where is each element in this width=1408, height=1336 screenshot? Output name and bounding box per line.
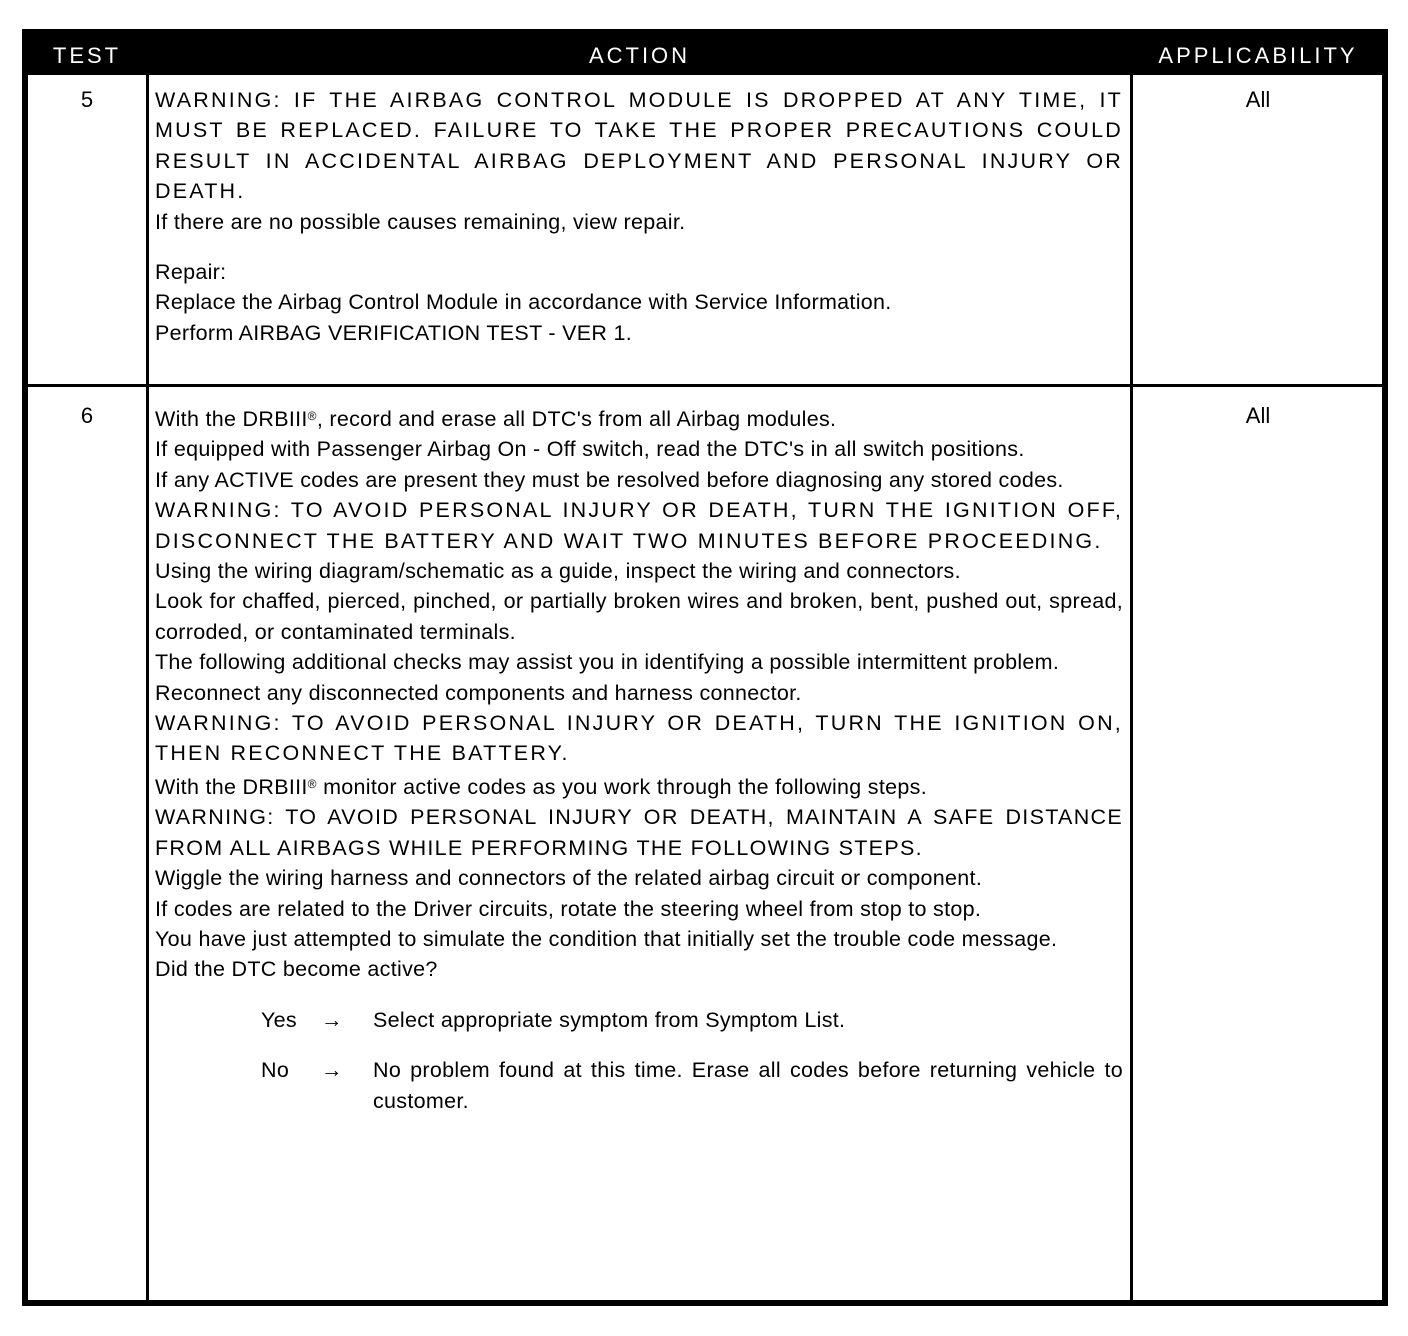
no-label: No: [261, 1058, 290, 1083]
row-5-applicability: All: [1245, 87, 1271, 112]
header-applicability: APPLICABILITY: [1158, 43, 1358, 68]
repair-label: Repair:: [155, 260, 227, 285]
row-6-applicability: All: [1245, 403, 1271, 428]
table-header: [28, 35, 1382, 75]
arrow-right-icon: →: [321, 1007, 343, 1032]
row-5-action: [155, 85, 1123, 348]
row-6-test-number: 6: [80, 403, 94, 428]
header-test: TEST: [52, 43, 122, 68]
header-action: ACTION: [588, 43, 691, 68]
repair-step-1: Replace the Airbag Control Module in accordance with Service Information.: [155, 290, 892, 315]
answer-yes: [155, 1005, 1123, 1035]
line-8-end: monitor active codes as you work through the following steps.: [316, 774, 927, 799]
row-6-line-9: Wiggle the wiring harness and connectors of the related airbag circuit or component.: [155, 866, 983, 891]
row-6-line-1: [155, 401, 1123, 434]
line-1-end: , record and erase all DTC's from all Airbag modules.: [316, 407, 837, 431]
row-divider: [28, 384, 1382, 387]
no-result: No problem found at this time. Erase all codes before returning vehicle to customer.: [373, 1058, 1123, 1113]
line-1-start: With the DRBIII: [155, 407, 308, 431]
answer-no: [155, 1055, 1123, 1116]
row-6-line-2: If equipped with Passenger Airbag On - Off switch, read the DTC's in all switch positions.: [155, 437, 1025, 462]
arrow-right-icon: →: [321, 1058, 343, 1083]
yes-label: Yes: [261, 1007, 297, 1032]
row-6-line-10: If codes are related to the Driver circuits, rotate the steering wheel from stop to stop.: [155, 896, 982, 921]
registered-mark: ®: [307, 409, 317, 423]
column-divider-left: [146, 75, 149, 1300]
repair-step-2: Perform AIRBAG VERIFICATION TEST - VER 1.: [155, 320, 633, 345]
diagnostic-table: [22, 29, 1388, 1306]
yes-result: Select appropriate symptom from Symptom List.: [373, 1007, 846, 1032]
row-5-line: If there are no possible causes remaining, view repair.: [155, 209, 686, 234]
row-6-line-7: Reconnect any disconnected components and harness connector.: [155, 680, 802, 705]
row-6-line-5: Look for chaffed, pierced, pinched, or partially broken wires and broken, bent, pushed out, spread, corroded, or contaminated terminals.: [155, 589, 1123, 644]
row-6-line-3: If any ACTIVE codes are present they must be resolved before diagnosing any stored codes.: [155, 467, 1064, 492]
row-6-warning-2: WARNING: TO AVOID PERSONAL INJURY OR DEATH, TURN THE IGNITION ON, THEN RECONNECT THE BATTERY.: [155, 711, 1123, 766]
row-6-warning-3: WARNING: TO AVOID PERSONAL INJURY OR DEATH, MAINTAIN A SAFE DISTANCE FROM ALL AIRBAGS WHILE PERFORMING THE FOLLOWING STEPS.: [155, 805, 1123, 860]
registered-mark: ®: [307, 776, 317, 791]
row-6-question: Did the DTC become active?: [155, 957, 438, 982]
column-divider-right: [1130, 75, 1133, 1300]
row-6-line-6: The following additional checks may assist you in identifying a possible intermittent problem.: [155, 650, 1060, 675]
row-6-warning-1: WARNING: TO AVOID PERSONAL INJURY OR DEATH, TURN THE IGNITION OFF, DISCONNECT THE BATTERY AND WAIT TWO MINUTES BEFORE PROCEEDING.: [155, 498, 1123, 553]
row-5-repair: [155, 257, 1123, 348]
row-5-test-number: 5: [80, 87, 94, 112]
row-6-line-11: You have just attempted to simulate the condition that initially set the trouble code message.: [155, 926, 1058, 951]
row-6-action: [155, 401, 1123, 1116]
row-6-line-4: Using the wiring diagram/schematic as a guide, inspect the wiring and connectors.: [155, 559, 961, 584]
line-8-start: With the DRBIII: [155, 774, 308, 799]
row-6-line-8: [155, 769, 1123, 802]
row-5-warning: WARNING: IF THE AIRBAG CONTROL MODULE IS DROPPED AT ANY TIME, IT MUST BE REPLACED. FAILURE TO TAKE THE PROPER PRECAUTIONS COULD RESULT IN ACCIDENTAL AIRBAG DEPLOYMENT AND PERSONAL INJURY OR DEATH.: [155, 88, 1123, 204]
